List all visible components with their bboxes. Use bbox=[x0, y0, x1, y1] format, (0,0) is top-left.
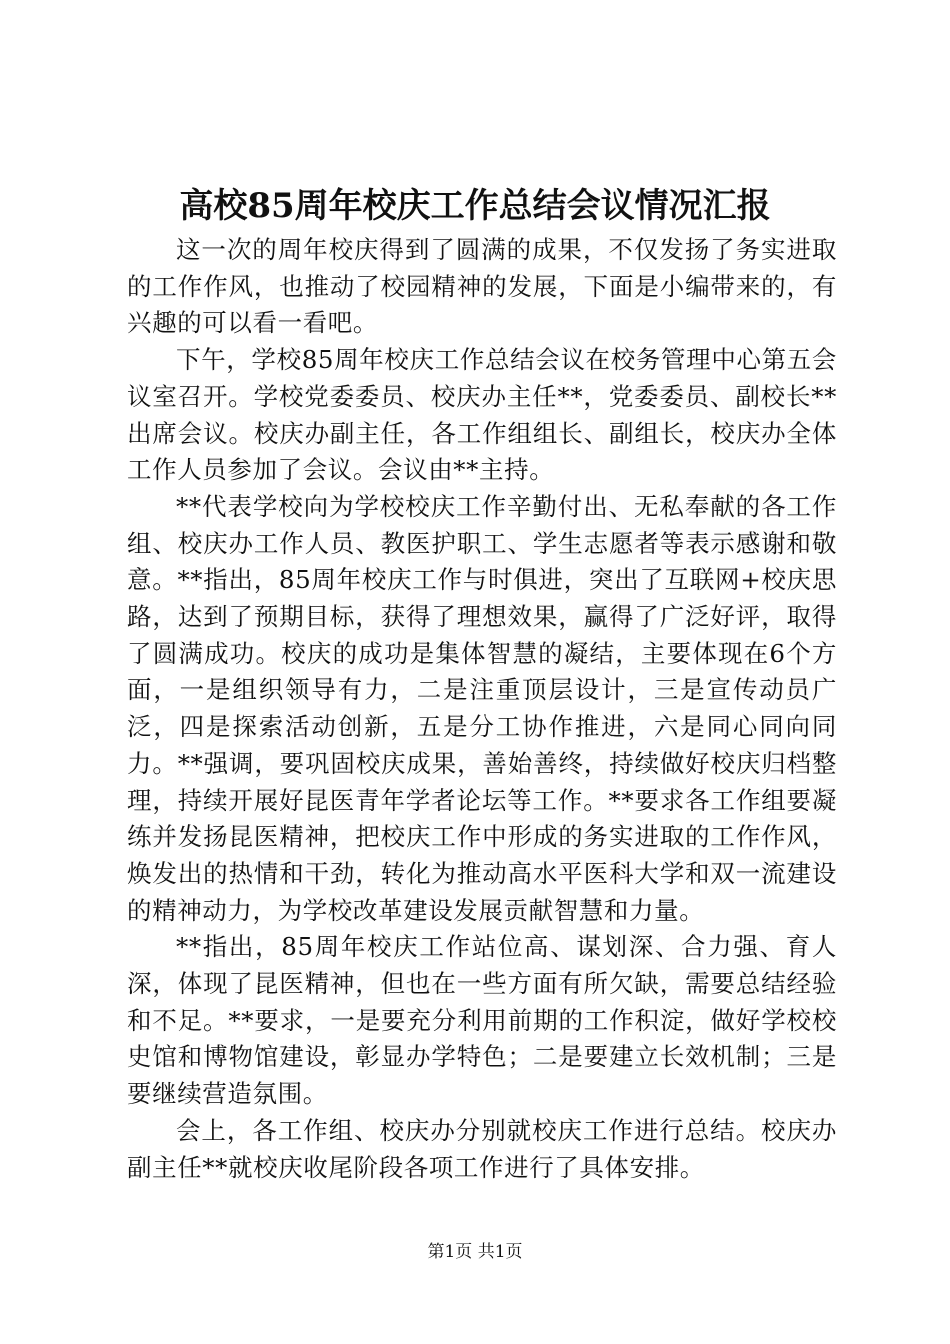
paragraph-summary: 会上，各工作组、校庆办分别就校庆工作进行总结。校庆办副主任**就校庆收尾阶段各项工作进行了具体安排。 bbox=[127, 1115, 837, 1182]
page-footer: 第1页 共1页 bbox=[427, 1242, 523, 1262]
paragraph-intro: 这一次的周年校庆得到了圆满的成果，不仅发扬了务实进取的工作作风，也推动了校园精神的发展，下面是小编带来的，有兴趣的可以看一看吧。 bbox=[127, 235, 837, 338]
paragraph-thanks: **代表学校向为学校校庆工作辛勤付出、无私奉献的各工作组、校庆办工作人员、教医护职工、学生志愿者等表示感谢和敬意。**指出，85周年校庆工作与时俱进，突出了互联网+校庆思路，达到了预期目标，获得了理想效果，赢得了广泛好评，取得了圆满成功。校庆的成功是集体智慧的凝结，主要体现在6个方面，一是组织领导有力，二是注重顶层设计，三是宣传动员广泛，四是探索活动创新，五是分工协作推进，六是同心同向同力。**强调，要巩固校庆成果，善始善终，持续做好校庆归档整理，持续开展好昆医青年学者论坛等工作。**要求各工作组要凝练并发扬昆医精神，把校庆工作中形成的务实进取的工作作风，焕发出的热情和干劲，转化为推动高水平医科大学和双一流建设的精神动力，为学校改革建设发展贡献智慧和力量。 bbox=[127, 491, 837, 925]
document-title: 高校85周年校庆工作总结会议情况汇报 bbox=[179, 186, 771, 226]
paragraph-requirements: **指出，85周年校庆工作站位高、谋划深、合力强、育人深，体现了昆医精神，但也在一些方面有所欠缺，需要总结经验和不足。**要求，一是要充分利用前期的工作积淀，做好学校校史馆和博物馆建设，彰显办学特色；二是要建立长效机制；三是要继续营造氛围。 bbox=[127, 932, 837, 1109]
document-body bbox=[127, 232, 837, 1186]
paragraph-meeting: 下午，学校85周年校庆工作总结会议在校务管理中心第五会议室召开。学校党委委员、校庆办主任**，党委委员、副校长**出席会议。校庆办副主任，各工作组组长、副组长，校庆办全体工作人员参加了会议。会议由**主持。 bbox=[127, 345, 837, 485]
